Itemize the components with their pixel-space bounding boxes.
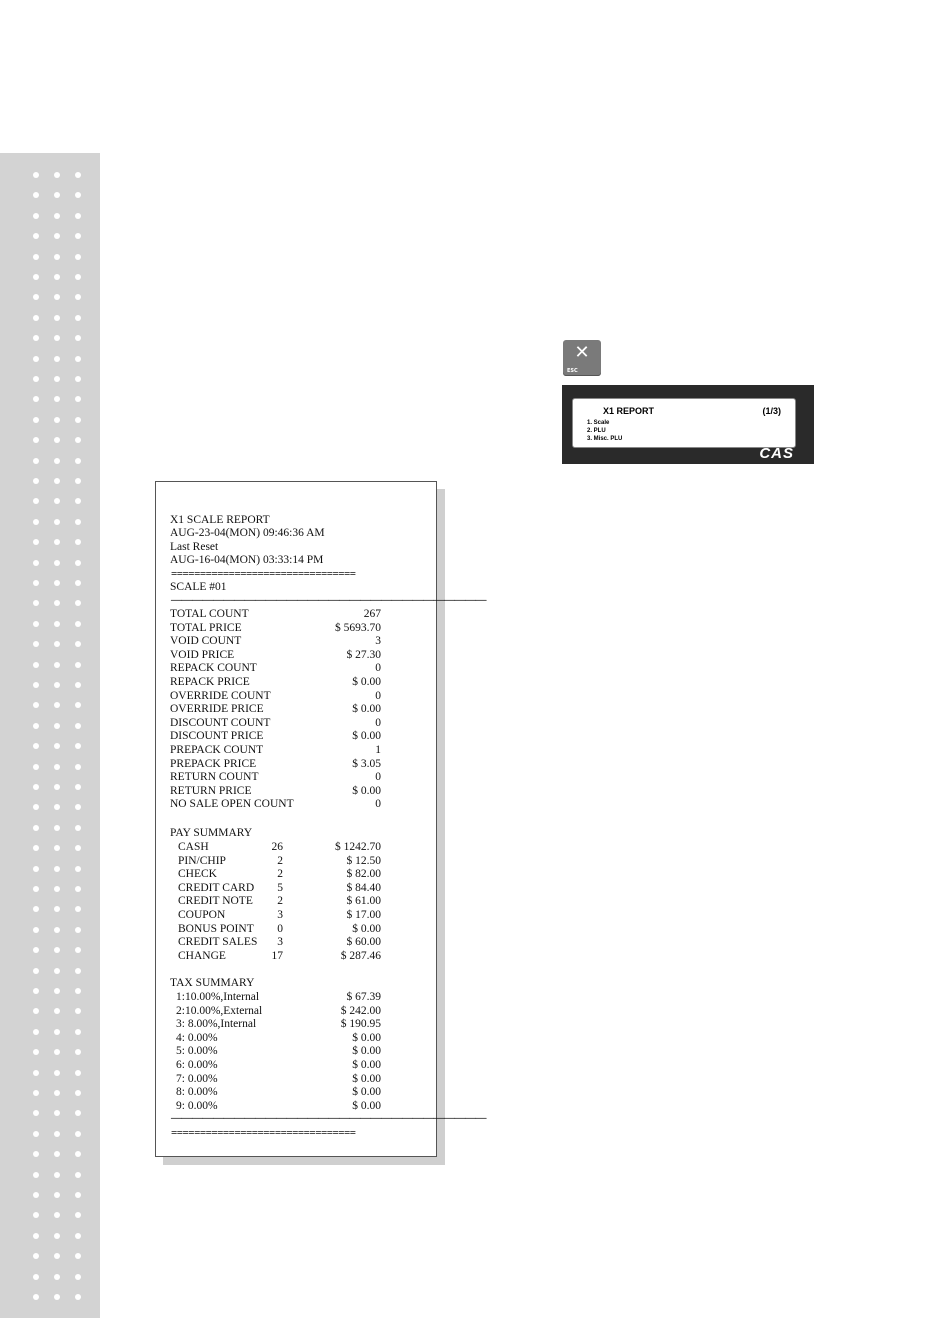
total-label: TOTAL PRICE xyxy=(170,621,242,634)
esc-key-icon xyxy=(563,340,601,376)
decorative-dot xyxy=(75,1008,81,1014)
decorative-dot xyxy=(54,192,60,198)
decorative-dot xyxy=(75,356,81,362)
decorative-dot xyxy=(33,478,39,484)
decorative-dot xyxy=(33,906,39,912)
tax-label: 6: 0.00% xyxy=(176,1059,218,1071)
decorative-dot xyxy=(75,1029,81,1035)
decorative-dot xyxy=(54,539,60,545)
decorative-dot xyxy=(54,396,60,402)
decorative-dot xyxy=(54,662,60,668)
pay-count: 3 xyxy=(277,909,283,921)
decorative-dot xyxy=(54,784,60,790)
decorative-dot xyxy=(75,1172,81,1178)
decorative-dot xyxy=(54,866,60,872)
total-value: 0 xyxy=(375,662,381,675)
decorative-dot xyxy=(33,1029,39,1035)
decorative-dot xyxy=(75,1049,81,1055)
scale-display xyxy=(562,385,814,464)
decorative-dot xyxy=(54,1172,60,1178)
decorative-dot xyxy=(54,254,60,260)
decorative-dot xyxy=(33,764,39,770)
decorative-dot xyxy=(33,1233,39,1239)
decorative-dot xyxy=(75,764,81,770)
display-screen xyxy=(572,398,796,448)
decorative-dot xyxy=(54,1151,60,1157)
decorative-dot xyxy=(54,1049,60,1055)
decorative-dot xyxy=(54,580,60,586)
decorative-dot xyxy=(54,723,60,729)
decorative-dot xyxy=(54,764,60,770)
single-separator: —————————————————————————————— xyxy=(171,594,486,606)
scale-label: SCALE #01 xyxy=(170,581,227,593)
decorative-dot xyxy=(33,845,39,851)
tax-value: $ 0.00 xyxy=(352,1045,381,1058)
pay-label: CHANGE xyxy=(178,949,226,962)
decorative-dot xyxy=(54,560,60,566)
pay-count: 0 xyxy=(277,922,283,935)
decorative-dot xyxy=(33,1274,39,1280)
decorative-dot xyxy=(75,1233,81,1239)
decorative-dot xyxy=(75,519,81,525)
decorative-dot xyxy=(33,254,39,260)
decorative-dot xyxy=(75,254,81,260)
total-value: $ 5693.70 xyxy=(335,621,381,634)
decorative-dot xyxy=(54,1294,60,1300)
decorative-dot xyxy=(33,498,39,504)
total-label: DISCOUNT PRICE xyxy=(170,730,264,743)
decorative-dot xyxy=(33,1110,39,1116)
decorative-dot xyxy=(33,1172,39,1178)
decorative-dot xyxy=(54,825,60,831)
decorative-dot xyxy=(75,437,81,443)
decorative-dot xyxy=(54,641,60,647)
decorative-dot xyxy=(75,947,81,953)
total-value: 0 xyxy=(375,689,381,702)
decorative-dot xyxy=(33,1008,39,1014)
tax-value: $ 190.95 xyxy=(340,1018,381,1031)
tax-value: $ 0.00 xyxy=(352,1031,381,1044)
decorative-dot xyxy=(75,1253,81,1259)
tax-value: $ 67.39 xyxy=(346,991,381,1003)
decorative-dot xyxy=(75,580,81,586)
single-separator: —————————————————————————————— xyxy=(171,1112,486,1124)
decorative-dot xyxy=(54,1008,60,1014)
decorative-dot xyxy=(54,927,60,933)
decorative-dot xyxy=(75,641,81,647)
decorative-dot xyxy=(75,192,81,198)
decorative-dot xyxy=(54,478,60,484)
decorative-dot xyxy=(33,580,39,586)
tax-label: 1:10.00%,Internal xyxy=(176,991,260,1003)
tax-value: $ 0.00 xyxy=(352,1099,381,1112)
decorative-dot xyxy=(54,600,60,606)
double-separator: ================================ xyxy=(171,1127,356,1139)
decorative-dot xyxy=(54,1029,60,1035)
total-value: $ 3.05 xyxy=(352,757,381,770)
decorative-dot xyxy=(33,866,39,872)
decorative-dot xyxy=(54,906,60,912)
decorative-dot xyxy=(33,743,39,749)
decorative-dot xyxy=(33,192,39,198)
decorative-dot xyxy=(75,376,81,382)
decorative-dot xyxy=(75,600,81,606)
decorative-dot xyxy=(33,294,39,300)
pay-label: PIN/CHIP xyxy=(178,854,226,867)
pay-label: CREDIT SALES xyxy=(178,936,258,949)
decorative-dot xyxy=(75,498,81,504)
pay-label: CASH xyxy=(178,841,209,853)
decorative-dot xyxy=(33,804,39,810)
tax-label: 9: 0.00% xyxy=(176,1099,218,1112)
decorative-dot xyxy=(33,1294,39,1300)
decorative-dot xyxy=(75,662,81,668)
pay-label: COUPON xyxy=(178,909,226,921)
decorative-dot xyxy=(75,723,81,729)
tax-value: $ 0.00 xyxy=(352,1072,381,1085)
pay-label: CREDIT CARD xyxy=(178,881,255,894)
total-value: $ 0.00 xyxy=(352,703,381,716)
decorative-dot xyxy=(75,968,81,974)
pay-count: 3 xyxy=(277,936,283,949)
decorative-dot-strip xyxy=(0,153,100,1318)
decorative-dot xyxy=(75,784,81,790)
pay-summary-title: PAY SUMMARY xyxy=(170,827,253,839)
decorative-dot xyxy=(75,1151,81,1157)
decorative-dot xyxy=(54,519,60,525)
decorative-dot xyxy=(75,1110,81,1116)
decorative-dot xyxy=(75,560,81,566)
decorative-dot xyxy=(33,519,39,525)
display-page-indicator: (1/3) xyxy=(762,406,781,416)
total-label: PREPACK PRICE xyxy=(170,757,257,770)
total-value: $ 0.00 xyxy=(352,676,381,688)
decorative-dot xyxy=(33,1131,39,1137)
decorative-dot xyxy=(54,213,60,219)
decorative-dot xyxy=(54,968,60,974)
decorative-dot xyxy=(75,274,81,280)
pay-label: BONUS POINT xyxy=(178,922,254,935)
decorative-dot xyxy=(75,1274,81,1280)
total-value: 267 xyxy=(363,608,381,620)
display-title: X1 REPORT xyxy=(603,406,655,416)
decorative-dot xyxy=(75,1070,81,1076)
pay-value: $ 82.00 xyxy=(346,868,381,881)
decorative-dot xyxy=(33,356,39,362)
decorative-dot xyxy=(54,274,60,280)
receipt-last-reset-label: Last Reset xyxy=(170,541,219,553)
decorative-dot xyxy=(75,335,81,341)
decorative-dot xyxy=(75,315,81,321)
decorative-dot xyxy=(54,233,60,239)
pay-count: 5 xyxy=(277,881,283,894)
decorative-dot xyxy=(75,866,81,872)
pay-value: $ 17.00 xyxy=(346,909,381,921)
decorative-dot xyxy=(33,376,39,382)
decorative-dot xyxy=(33,702,39,708)
decorative-dot xyxy=(33,417,39,423)
decorative-dot xyxy=(54,335,60,341)
tax-summary-title: TAX SUMMARY xyxy=(170,977,255,989)
decorative-dot xyxy=(33,1253,39,1259)
pay-value: $ 1242.70 xyxy=(335,841,381,853)
decorative-dot xyxy=(75,682,81,688)
decorative-dot xyxy=(33,662,39,668)
decorative-dot xyxy=(54,1253,60,1259)
decorative-dot xyxy=(33,274,39,280)
decorative-dot xyxy=(75,906,81,912)
decorative-dot xyxy=(75,621,81,627)
decorative-dot xyxy=(54,172,60,178)
decorative-dot xyxy=(33,335,39,341)
decorative-dot xyxy=(75,804,81,810)
decorative-dot xyxy=(75,233,81,239)
esc-key-label: ESC xyxy=(567,368,578,374)
decorative-dot xyxy=(75,1192,81,1198)
pay-value: $ 12.50 xyxy=(346,854,381,867)
decorative-dot xyxy=(54,1131,60,1137)
decorative-dot xyxy=(75,825,81,831)
decorative-dot xyxy=(54,886,60,892)
total-label: TOTAL COUNT xyxy=(170,608,249,620)
decorative-dot xyxy=(54,417,60,423)
tax-label: 5: 0.00% xyxy=(176,1045,218,1058)
decorative-dot xyxy=(33,233,39,239)
decorative-dot xyxy=(75,417,81,423)
receipt-title: X1 SCALE REPORT xyxy=(170,514,270,526)
display-menu-item: 1. Scale xyxy=(587,420,610,426)
double-separator: ================================ xyxy=(171,568,356,580)
decorative-dot xyxy=(75,1131,81,1137)
decorative-dot xyxy=(75,743,81,749)
total-value: $ 27.30 xyxy=(346,648,381,661)
pay-count: 26 xyxy=(271,841,283,853)
display-menu-item: 3. Misc. PLU xyxy=(587,436,623,442)
tax-label: 4: 0.00% xyxy=(176,1031,218,1044)
pay-count: 2 xyxy=(277,868,283,881)
decorative-dot xyxy=(33,1192,39,1198)
total-label: REPACK COUNT xyxy=(170,662,257,675)
tax-label: 2:10.00%,External xyxy=(176,1004,263,1017)
tax-label: 3: 8.00%,Internal xyxy=(176,1018,257,1031)
decorative-dot xyxy=(54,1070,60,1076)
total-value: $ 0.00 xyxy=(352,784,381,797)
decorative-dot xyxy=(54,1090,60,1096)
decorative-dot xyxy=(54,376,60,382)
pay-count: 2 xyxy=(277,895,283,908)
decorative-dot xyxy=(54,1274,60,1280)
decorative-dot xyxy=(54,1212,60,1218)
pay-value: $ 0.00 xyxy=(352,922,381,935)
scale-report-receipt xyxy=(155,481,486,1157)
decorative-dot xyxy=(75,396,81,402)
pay-label: CREDIT NOTE xyxy=(178,895,253,908)
close-icon: ✕ xyxy=(574,342,590,363)
decorative-dot xyxy=(54,294,60,300)
total-value: 0 xyxy=(375,716,381,729)
total-label: REPACK PRICE xyxy=(170,676,250,688)
decorative-dot xyxy=(33,1049,39,1055)
decorative-dot xyxy=(75,478,81,484)
pay-label: CHECK xyxy=(178,868,217,881)
total-value: $ 0.00 xyxy=(352,730,381,743)
decorative-dot xyxy=(33,825,39,831)
decorative-dot xyxy=(33,988,39,994)
decorative-dot xyxy=(54,845,60,851)
decorative-dot xyxy=(33,458,39,464)
decorative-dot xyxy=(33,1151,39,1157)
decorative-dot xyxy=(33,437,39,443)
total-value: 3 xyxy=(375,635,381,648)
decorative-dot xyxy=(33,927,39,933)
total-label: OVERRIDE PRICE xyxy=(170,703,264,716)
decorative-dot xyxy=(75,172,81,178)
pay-value: $ 61.00 xyxy=(346,895,381,908)
decorative-dot xyxy=(54,682,60,688)
pay-count: 17 xyxy=(271,949,283,962)
decorative-dot xyxy=(33,560,39,566)
total-value: 0 xyxy=(375,798,381,811)
total-value: 1 xyxy=(375,744,381,756)
decorative-dot xyxy=(75,927,81,933)
pay-value: $ 84.40 xyxy=(346,881,381,894)
total-label: RETURN COUNT xyxy=(170,771,259,784)
decorative-dot xyxy=(54,315,60,321)
decorative-dot xyxy=(33,396,39,402)
brand-logo: CAS xyxy=(759,445,794,462)
decorative-dot xyxy=(33,1090,39,1096)
pay-value: $ 287.46 xyxy=(340,949,381,962)
decorative-dot xyxy=(33,172,39,178)
decorative-dot xyxy=(54,1110,60,1116)
decorative-dot xyxy=(75,1090,81,1096)
decorative-dot xyxy=(33,968,39,974)
decorative-dot xyxy=(75,988,81,994)
decorative-dot xyxy=(33,315,39,321)
decorative-dot xyxy=(33,539,39,545)
total-label: DISCOUNT COUNT xyxy=(170,716,271,729)
decorative-dot xyxy=(33,600,39,606)
decorative-dot xyxy=(54,743,60,749)
decorative-dot xyxy=(54,1192,60,1198)
decorative-dot xyxy=(54,437,60,443)
tax-value: $ 0.00 xyxy=(352,1059,381,1071)
decorative-dot xyxy=(33,784,39,790)
total-label: RETURN PRICE xyxy=(170,784,252,797)
tax-value: $ 242.00 xyxy=(340,1004,381,1017)
tax-label: 8: 0.00% xyxy=(176,1086,218,1099)
total-label: PREPACK COUNT xyxy=(170,744,264,756)
decorative-dot xyxy=(75,702,81,708)
decorative-dot xyxy=(33,723,39,729)
decorative-dot xyxy=(54,356,60,362)
total-value: 0 xyxy=(375,771,381,784)
decorative-dot xyxy=(33,641,39,647)
decorative-dot xyxy=(75,294,81,300)
decorative-dot xyxy=(75,458,81,464)
decorative-dot xyxy=(33,213,39,219)
receipt-datetime: AUG-23-04(MON) 09:46:36 AM xyxy=(170,527,325,539)
total-label: VOID COUNT xyxy=(170,635,242,648)
total-label: OVERRIDE COUNT xyxy=(170,689,271,702)
receipt-last-reset-datetime: AUG-16-04(MON) 03:33:14 PM xyxy=(170,554,324,566)
decorative-dot xyxy=(75,539,81,545)
decorative-dot xyxy=(54,947,60,953)
pay-count: 2 xyxy=(277,854,283,867)
decorative-dot xyxy=(33,682,39,688)
decorative-dot xyxy=(33,1212,39,1218)
decorative-dot xyxy=(33,947,39,953)
total-label: NO SALE OPEN COUNT xyxy=(170,798,294,811)
decorative-dot xyxy=(33,621,39,627)
decorative-dot xyxy=(33,1070,39,1076)
decorative-dot xyxy=(75,886,81,892)
tax-label: 7: 0.00% xyxy=(176,1072,218,1085)
decorative-dot xyxy=(54,702,60,708)
decorative-dot xyxy=(54,1233,60,1239)
tax-value: $ 0.00 xyxy=(352,1086,381,1099)
decorative-dot xyxy=(54,621,60,627)
total-label: VOID PRICE xyxy=(170,648,235,661)
display-menu-item: 2. PLU xyxy=(587,428,606,434)
pay-value: $ 60.00 xyxy=(346,936,381,949)
decorative-dot xyxy=(54,458,60,464)
decorative-dot xyxy=(75,1212,81,1218)
decorative-dot xyxy=(54,498,60,504)
decorative-dot xyxy=(75,213,81,219)
decorative-dot xyxy=(54,804,60,810)
decorative-dot xyxy=(75,1294,81,1300)
decorative-dot xyxy=(33,886,39,892)
decorative-dot xyxy=(54,988,60,994)
decorative-dot xyxy=(75,845,81,851)
